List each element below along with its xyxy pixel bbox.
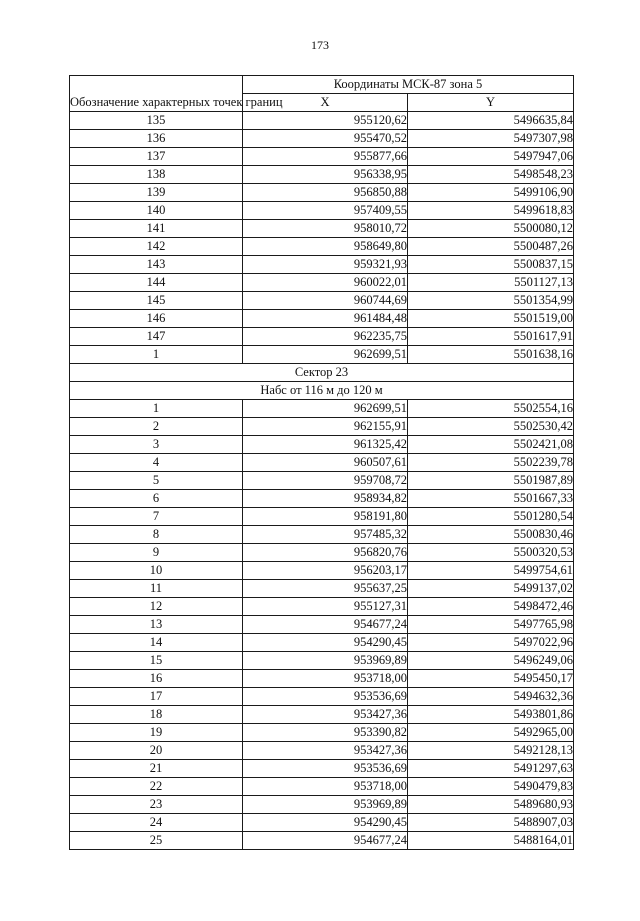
y-coordinate: 5498548,23 — [408, 166, 574, 184]
table-row — [70, 526, 574, 544]
table-row — [70, 328, 574, 346]
table-row — [70, 706, 574, 724]
coordinates-table — [69, 75, 574, 850]
x-coordinate: 953969,89 — [243, 796, 408, 814]
y-coordinate: 5500830,46 — [408, 526, 574, 544]
point-number: 8 — [70, 526, 243, 544]
y-coordinate: 5499137,02 — [408, 580, 574, 598]
table-row — [70, 814, 574, 832]
point-number: 138 — [70, 166, 243, 184]
point-number: 143 — [70, 256, 243, 274]
y-coordinate: 5501280,54 — [408, 508, 574, 526]
point-number: 23 — [70, 796, 243, 814]
x-coordinate: 954290,45 — [243, 634, 408, 652]
y-coordinate: 5489680,93 — [408, 796, 574, 814]
y-coordinate: 5491297,63 — [408, 760, 574, 778]
y-coordinate: 5488164,01 — [408, 832, 574, 850]
point-column-header: Обозначение характерных точек границ — [70, 76, 243, 112]
table-row — [70, 688, 574, 706]
point-number: 136 — [70, 130, 243, 148]
y-coordinate: 5501987,89 — [408, 472, 574, 490]
point-number: 7 — [70, 508, 243, 526]
point-number: 1 — [70, 400, 243, 418]
x-column-header: X — [243, 94, 408, 112]
table-row — [70, 544, 574, 562]
point-number: 10 — [70, 562, 243, 580]
x-coordinate: 953718,00 — [243, 670, 408, 688]
point-number: 145 — [70, 292, 243, 310]
table-row — [70, 490, 574, 508]
height-range: Набс от 116 м до 120 м — [70, 382, 574, 400]
coordinates-block-2 — [70, 400, 574, 850]
table-row — [70, 616, 574, 634]
y-coordinate: 5501617,91 — [408, 328, 574, 346]
table-row — [70, 832, 574, 850]
y-coordinate: 5501638,16 — [408, 346, 574, 364]
y-coordinate: 5492965,00 — [408, 724, 574, 742]
x-coordinate: 961484,48 — [243, 310, 408, 328]
y-coordinate: 5501354,99 — [408, 292, 574, 310]
table-row — [70, 310, 574, 328]
x-coordinate: 953718,00 — [243, 778, 408, 796]
point-number: 21 — [70, 760, 243, 778]
x-coordinate: 954677,24 — [243, 832, 408, 850]
y-coordinate: 5498472,46 — [408, 598, 574, 616]
y-coordinate: 5497765,98 — [408, 616, 574, 634]
x-coordinate: 956850,88 — [243, 184, 408, 202]
table-row — [70, 778, 574, 796]
table-row — [70, 724, 574, 742]
y-coordinate: 5500080,12 — [408, 220, 574, 238]
table-row — [70, 418, 574, 436]
point-number: 135 — [70, 112, 243, 130]
point-number: 146 — [70, 310, 243, 328]
x-coordinate: 960507,61 — [243, 454, 408, 472]
sector-title-row — [70, 364, 574, 382]
x-coordinate: 958649,80 — [243, 238, 408, 256]
x-coordinate: 956338,95 — [243, 166, 408, 184]
coordinates-header: Координаты МСК-87 зона 5 — [243, 76, 574, 94]
x-coordinate: 957409,55 — [243, 202, 408, 220]
y-coordinate: 5501667,33 — [408, 490, 574, 508]
x-coordinate: 953536,69 — [243, 760, 408, 778]
point-number: 3 — [70, 436, 243, 454]
point-number: 141 — [70, 220, 243, 238]
table-row — [70, 742, 574, 760]
table-row — [70, 346, 574, 364]
table-row — [70, 130, 574, 148]
table-row — [70, 508, 574, 526]
table-row — [70, 760, 574, 778]
x-coordinate: 953427,36 — [243, 742, 408, 760]
y-coordinate: 5500320,53 — [408, 544, 574, 562]
table-row — [70, 472, 574, 490]
point-number: 25 — [70, 832, 243, 850]
coordinates-block-1 — [70, 112, 574, 364]
page-number: 173 — [311, 38, 329, 52]
point-number: 15 — [70, 652, 243, 670]
table-row — [70, 292, 574, 310]
point-number: 2 — [70, 418, 243, 436]
point-number: 17 — [70, 688, 243, 706]
y-coordinate: 5499754,61 — [408, 562, 574, 580]
x-coordinate: 962699,51 — [243, 346, 408, 364]
point-number: 144 — [70, 274, 243, 292]
point-number: 1 — [70, 346, 243, 364]
y-column-header: Y — [408, 94, 574, 112]
x-coordinate: 959708,72 — [243, 472, 408, 490]
y-coordinate: 5492128,13 — [408, 742, 574, 760]
point-number: 140 — [70, 202, 243, 220]
table-row — [70, 184, 574, 202]
point-number: 19 — [70, 724, 243, 742]
y-coordinate: 5502421,08 — [408, 436, 574, 454]
table-row — [70, 436, 574, 454]
x-coordinate: 957485,32 — [243, 526, 408, 544]
y-coordinate: 5493801,86 — [408, 706, 574, 724]
table-row — [70, 796, 574, 814]
x-coordinate: 958934,82 — [243, 490, 408, 508]
y-coordinate: 5500487,26 — [408, 238, 574, 256]
table-row — [70, 220, 574, 238]
table-row — [70, 670, 574, 688]
y-coordinate: 5497022,96 — [408, 634, 574, 652]
table-row — [70, 454, 574, 472]
y-coordinate: 5496249,06 — [408, 652, 574, 670]
point-number: 4 — [70, 454, 243, 472]
y-coordinate: 5490479,83 — [408, 778, 574, 796]
point-number: 14 — [70, 634, 243, 652]
y-coordinate: 5495450,17 — [408, 670, 574, 688]
x-coordinate: 955470,52 — [243, 130, 408, 148]
y-coordinate: 5500837,15 — [408, 256, 574, 274]
x-coordinate: 961325,42 — [243, 436, 408, 454]
table-row — [70, 634, 574, 652]
y-coordinate: 5501127,13 — [408, 274, 574, 292]
x-coordinate: 955127,31 — [243, 598, 408, 616]
point-number: 12 — [70, 598, 243, 616]
x-coordinate: 956820,76 — [243, 544, 408, 562]
y-coordinate: 5488907,03 — [408, 814, 574, 832]
sector-title: Сектор 23 — [70, 364, 574, 382]
x-coordinate: 962155,91 — [243, 418, 408, 436]
table-row — [70, 112, 574, 130]
x-coordinate: 958191,80 — [243, 508, 408, 526]
table-row — [70, 598, 574, 616]
x-coordinate: 960022,01 — [243, 274, 408, 292]
point-number: 13 — [70, 616, 243, 634]
point-number: 24 — [70, 814, 243, 832]
point-number: 9 — [70, 544, 243, 562]
x-coordinate: 956203,17 — [243, 562, 408, 580]
x-coordinate: 953536,69 — [243, 688, 408, 706]
table-row — [70, 274, 574, 292]
sector-section — [70, 364, 574, 400]
table-row — [70, 562, 574, 580]
point-number: 16 — [70, 670, 243, 688]
y-coordinate: 5502530,42 — [408, 418, 574, 436]
point-number: 22 — [70, 778, 243, 796]
height-range-row — [70, 382, 574, 400]
table-row — [70, 400, 574, 418]
table-row — [70, 166, 574, 184]
y-coordinate: 5497307,98 — [408, 130, 574, 148]
y-coordinate: 5499106,90 — [408, 184, 574, 202]
y-coordinate: 5494632,36 — [408, 688, 574, 706]
y-coordinate: 5496635,84 — [408, 112, 574, 130]
table-row — [70, 238, 574, 256]
table-row — [70, 256, 574, 274]
x-coordinate: 955877,66 — [243, 148, 408, 166]
point-number: 11 — [70, 580, 243, 598]
point-number: 142 — [70, 238, 243, 256]
point-number: 137 — [70, 148, 243, 166]
x-coordinate: 953969,89 — [243, 652, 408, 670]
point-number: 139 — [70, 184, 243, 202]
x-coordinate: 953427,36 — [243, 706, 408, 724]
x-coordinate: 958010,72 — [243, 220, 408, 238]
x-coordinate: 955637,25 — [243, 580, 408, 598]
x-coordinate: 953390,82 — [243, 724, 408, 742]
point-number: 20 — [70, 742, 243, 760]
table-row — [70, 652, 574, 670]
y-coordinate: 5502239,78 — [408, 454, 574, 472]
x-coordinate: 954677,24 — [243, 616, 408, 634]
x-coordinate: 962235,75 — [243, 328, 408, 346]
y-coordinate: 5501519,00 — [408, 310, 574, 328]
y-coordinate: 5497947,06 — [408, 148, 574, 166]
point-number: 6 — [70, 490, 243, 508]
table-row — [70, 580, 574, 598]
x-coordinate: 954290,45 — [243, 814, 408, 832]
x-coordinate: 962699,51 — [243, 400, 408, 418]
x-coordinate: 960744,69 — [243, 292, 408, 310]
point-number: 18 — [70, 706, 243, 724]
point-number: 5 — [70, 472, 243, 490]
table-row — [70, 148, 574, 166]
x-coordinate: 955120,62 — [243, 112, 408, 130]
y-coordinate: 5499618,83 — [408, 202, 574, 220]
point-number: 147 — [70, 328, 243, 346]
x-coordinate: 959321,93 — [243, 256, 408, 274]
table-row — [70, 202, 574, 220]
y-coordinate: 5502554,16 — [408, 400, 574, 418]
